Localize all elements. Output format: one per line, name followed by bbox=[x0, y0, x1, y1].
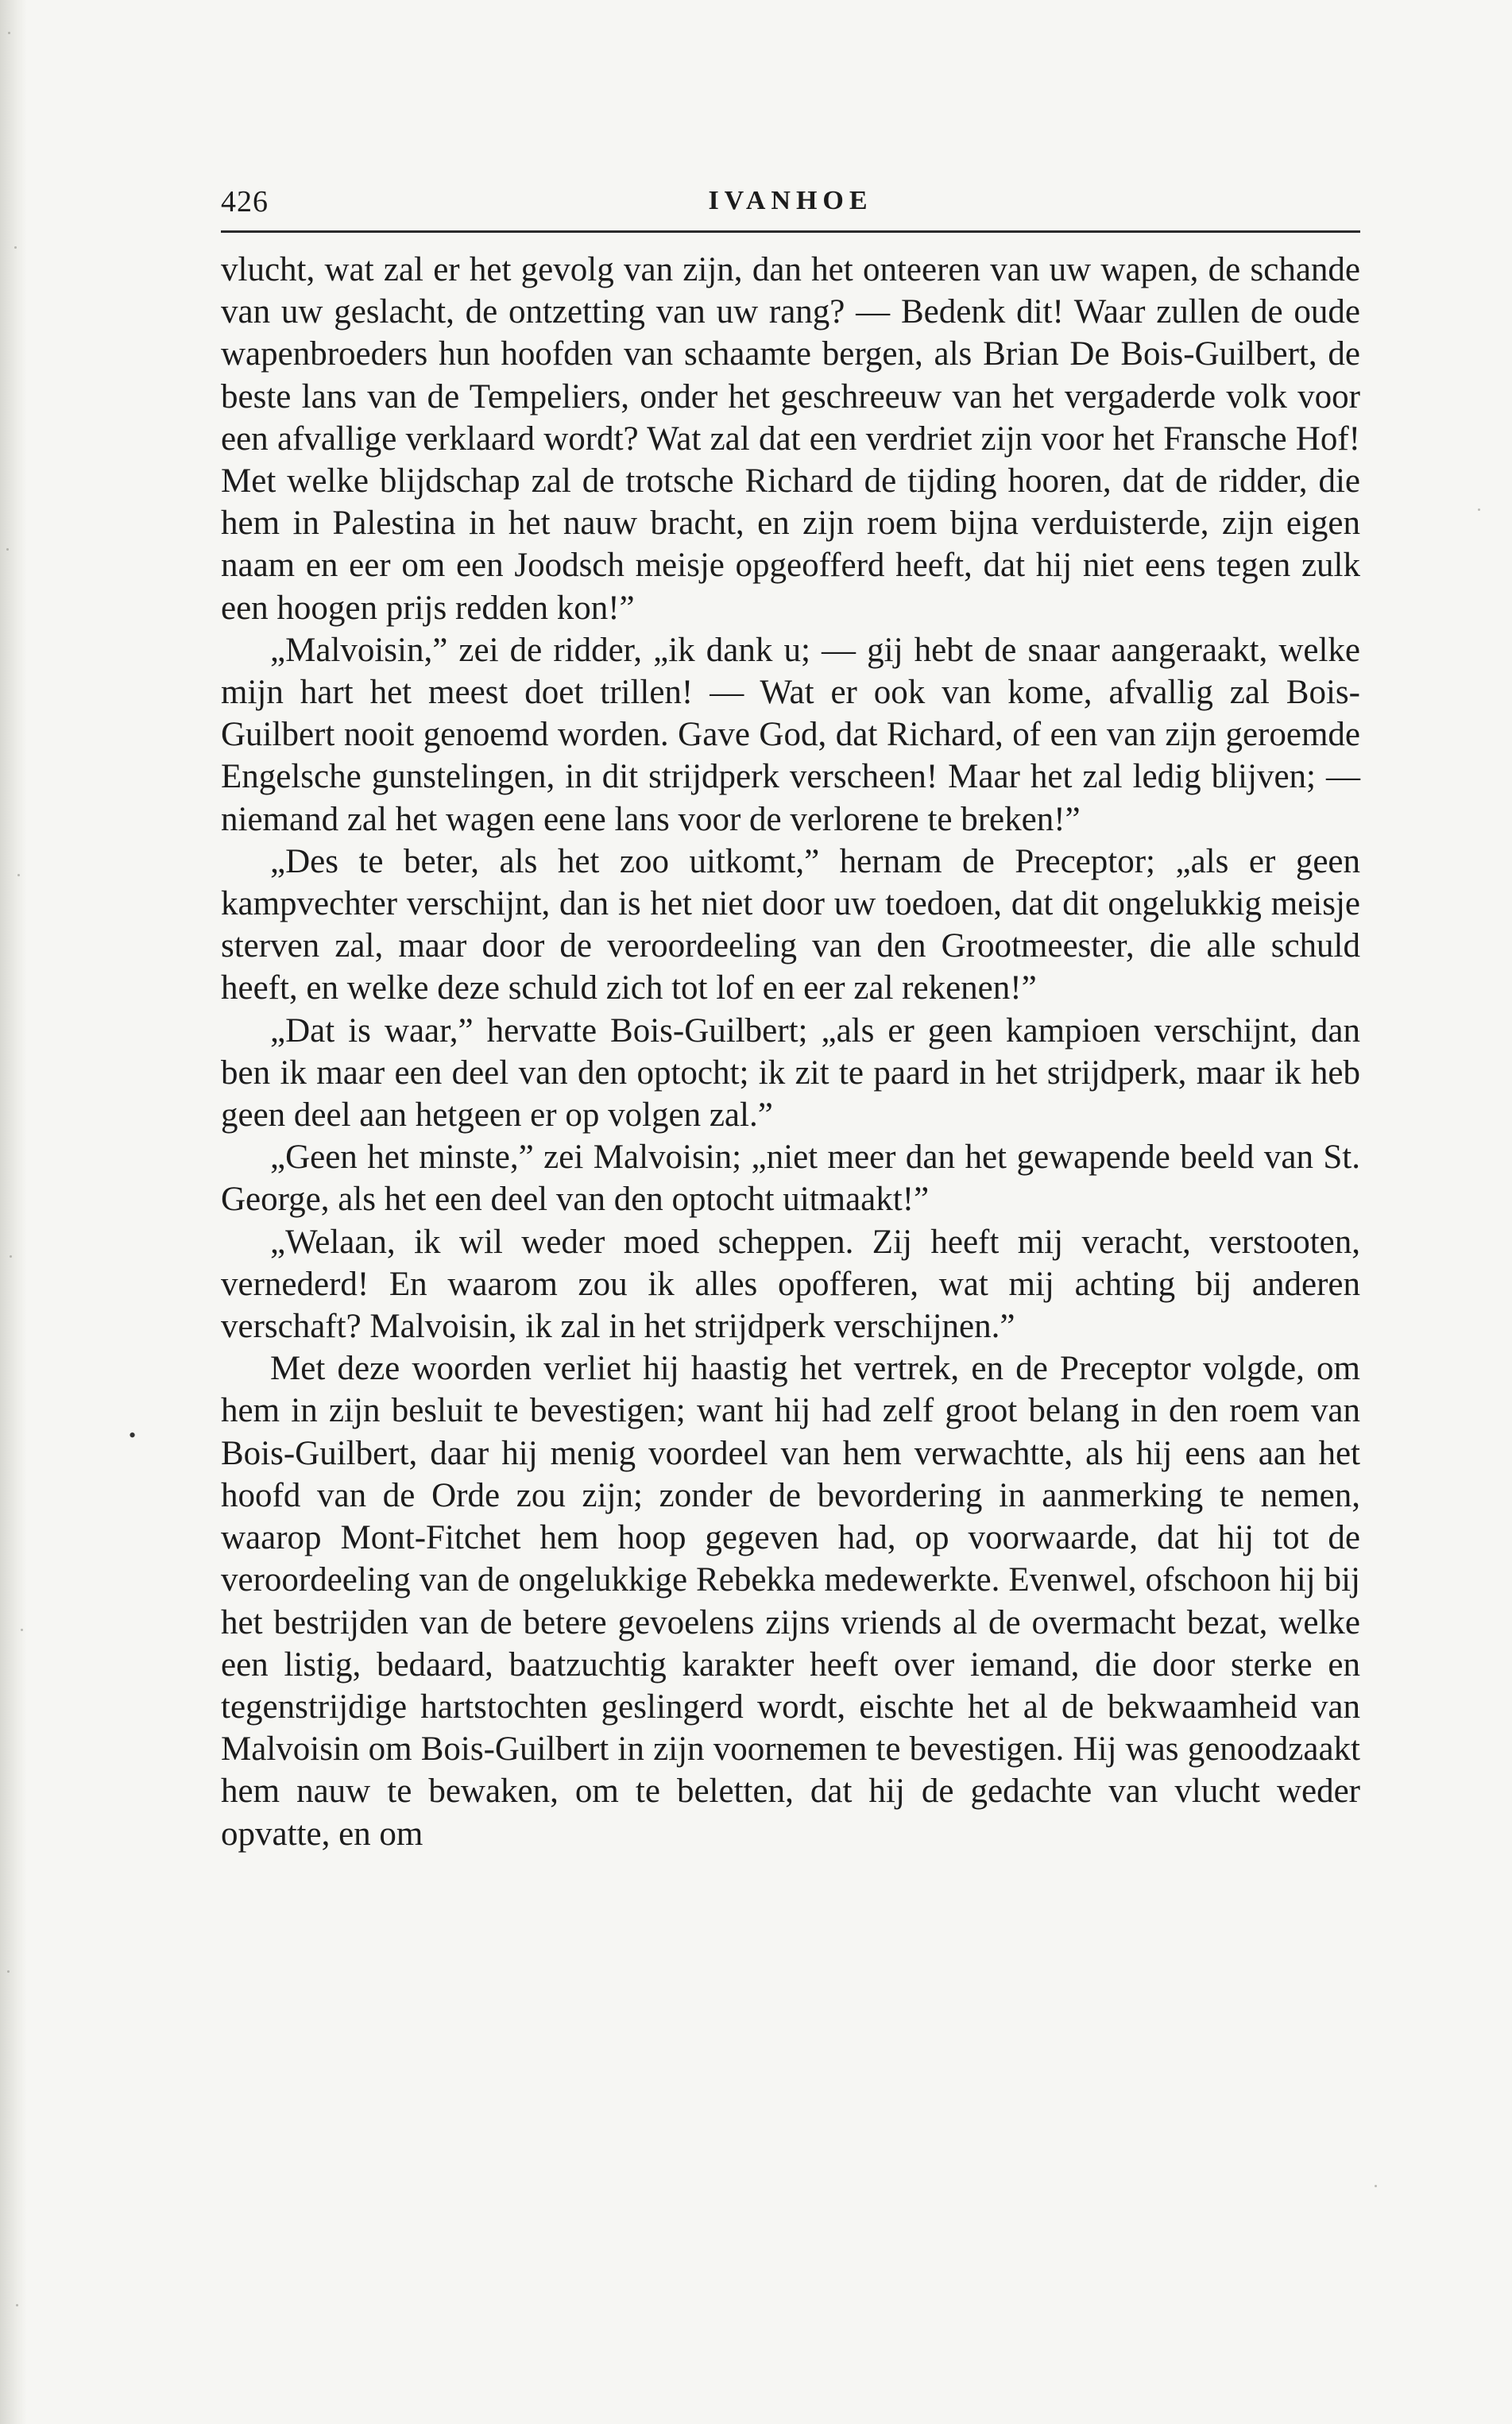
scan-speck bbox=[7, 1970, 10, 1973]
paragraph: „Malvoisin,” zei de ridder, „ik dank u; — gij hebt de snaar aangeraakt, welke mijn hart het meest doet trillen! — Wat er ook van kome, afvallig zal Bois-Guilbert nooit genoemd worden. Gave God, dat Richard, of een van zijn geroemde Engelsche gunstelingen, in dit strijdperk verscheen! Maar het zal ledig blijven; — niemand zal het wagen eene lans voor de verlorene te breken!” bbox=[221, 631, 1360, 838]
scan-speck bbox=[10, 1255, 12, 1258]
page-header bbox=[221, 175, 1360, 224]
page-number: 426 bbox=[221, 185, 269, 218]
scan-speck bbox=[17, 874, 20, 876]
body-text bbox=[221, 249, 1360, 1855]
header-rule bbox=[221, 230, 1360, 233]
running-title: IVANHOE bbox=[708, 186, 873, 215]
scan-speck bbox=[1478, 508, 1480, 511]
scan-speck bbox=[6, 548, 9, 551]
marginal-mark: • bbox=[129, 1424, 137, 1447]
paragraph: „Des te beter, als het zoo uitkomt,” hernam de Preceptor; „als er geen kampvechter verschijnt, dan is het niet door uw toedoen, dat dit ongelukkig meisje sterven zal, maar door de veroordeeling van den Grootmeester, die alle schuld heeft, en welke deze schuld zich tot lof en eer zal rekenen!” bbox=[221, 842, 1360, 1007]
book-page bbox=[221, 175, 1360, 1855]
scan-speck bbox=[21, 1629, 23, 1631]
scan-speck bbox=[8, 32, 10, 34]
paragraph: „Welaan, ik wil weder moed scheppen. Zij heeft mij veracht, verstooten, vernederd! En waarom zou ik alles opofferen, wat mij achting bij anderen verschaft? Malvoisin, ik zal in het strijdperk verschijnen.” bbox=[221, 1223, 1360, 1346]
paragraph: Met deze woorden verliet hij haastig het vertrek, en de Preceptor volgde, om hem in zijn besluit te bevestigen; want hij had zelf groot belang in den roem van Bois-Guilbert, daar hij menig voordeel van hem verwachtte, als hij eens aan het hoofd van de Orde zou zijn; zonder de bevordering in aanmerking te nemen, waarop Mont-Fitchet hem hoop gegeven had, op voorwaarde, dat hij tot de veroordeeling van de ongelukkige Rebekka medewerkte. Evenwel, ofschoon hij bij het bestrijden van de betere gevoelens zijns vriends al de overmacht bezat, welke een listig, bedaard, baatzuchtig karakter heeft over iemand, die door sterke en tegenstrijdige hartstochten geslingerd wordt, eischte het al de bekwaamheid van Malvoisin om Bois-Guilbert in zijn voornemen te bevestigen. Hij was genoodzaakt hem nauw te bewaken, om te beletten, dat hij de gedachte van vlucht weder opvatte, en om bbox=[221, 1350, 1360, 1853]
paragraph: vlucht, wat zal er het gevolg van zijn, dan het onteeren van uw wapen, de schande van uw geslacht, de ontzetting van uw rang? — Bedenk dit! Waar zullen de oude wapenbroeders hun hoofden van schaamte bergen, als Brian De Bois-Guilbert, de beste lans van de Tempeliers, onder het geschreeuw van het vergaderde volk voor een afvallige verklaard wordt? Wat zal dat een verdriet zijn voor het Fransche Hof! Met welke blijdschap zal de trotsche Richard de tijding hooren, dat de ridder, die hem in Palestina in het nauw bracht, en zijn roem bijna verduisterde, zijn eigen naam en eer om een Joodsch meisje opgeofferd heeft, dat hij niet eens tegen zulk een hoogen prijs redden kon!” bbox=[221, 251, 1360, 627]
scan-speck bbox=[1375, 2185, 1377, 2187]
scan-speck bbox=[14, 246, 17, 249]
scan-speck bbox=[16, 2304, 18, 2306]
page-binding-edge bbox=[0, 0, 27, 2424]
paragraph: „Geen het minste,” zei Malvoisin; „niet meer dan het gewapende beeld van St. George, als het een deel van den optocht uitmaakt!” bbox=[221, 1139, 1360, 1219]
paragraph: „Dat is waar,” hervatte Bois-Guilbert; „als er geen kampioen verschijnt, dan ben ik maar een deel van den optocht; ik zit te paard in het strijdperk, maar ik heb geen deel aan hetgeen er op volgen zal.” bbox=[221, 1011, 1360, 1135]
